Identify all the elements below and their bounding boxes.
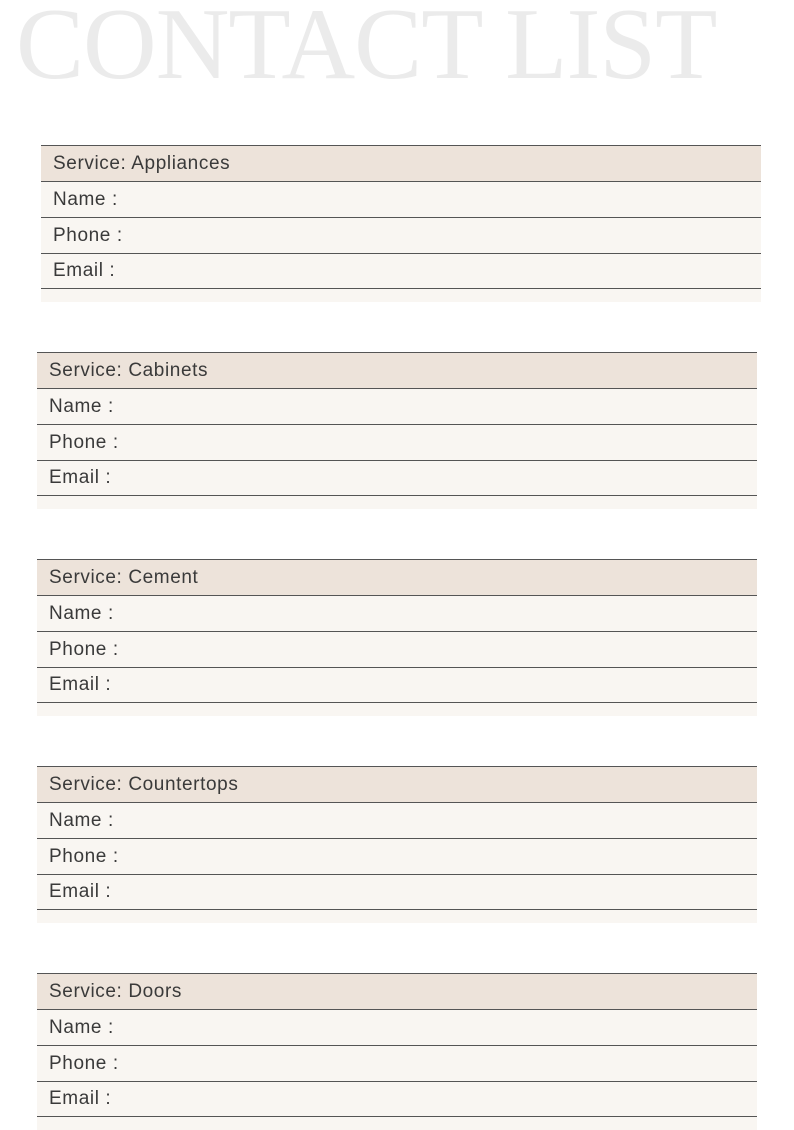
contact-block-countertops [37, 766, 757, 923]
phone-field[interactable]: Phone : [37, 1045, 757, 1081]
contact-block-cement [37, 559, 757, 716]
email-field[interactable]: Email : [37, 874, 757, 910]
service-header: Service: Countertops [37, 766, 757, 802]
contact-block-cabinets [37, 352, 757, 509]
page-title: CONTACT LIST [16, 0, 717, 101]
phone-field[interactable]: Phone : [37, 631, 757, 667]
phone-field[interactable]: Phone : [37, 424, 757, 460]
email-field[interactable]: Email : [41, 253, 761, 289]
contact-block-doors [37, 973, 757, 1130]
email-field[interactable]: Email : [37, 1081, 757, 1117]
email-field[interactable]: Email : [37, 667, 757, 703]
name-field[interactable]: Name : [37, 1009, 757, 1045]
name-field[interactable]: Name : [37, 388, 757, 424]
phone-field[interactable]: Phone : [41, 217, 761, 253]
name-field[interactable]: Name : [37, 802, 757, 838]
contact-block-appliances [41, 145, 761, 302]
phone-field[interactable]: Phone : [37, 838, 757, 874]
service-header: Service: Appliances [41, 145, 761, 181]
email-field[interactable]: Email : [37, 460, 757, 496]
service-header: Service: Doors [37, 973, 757, 1009]
name-field[interactable]: Name : [37, 595, 757, 631]
service-header: Service: Cabinets [37, 352, 757, 388]
name-field[interactable]: Name : [41, 181, 761, 217]
service-header: Service: Cement [37, 559, 757, 595]
